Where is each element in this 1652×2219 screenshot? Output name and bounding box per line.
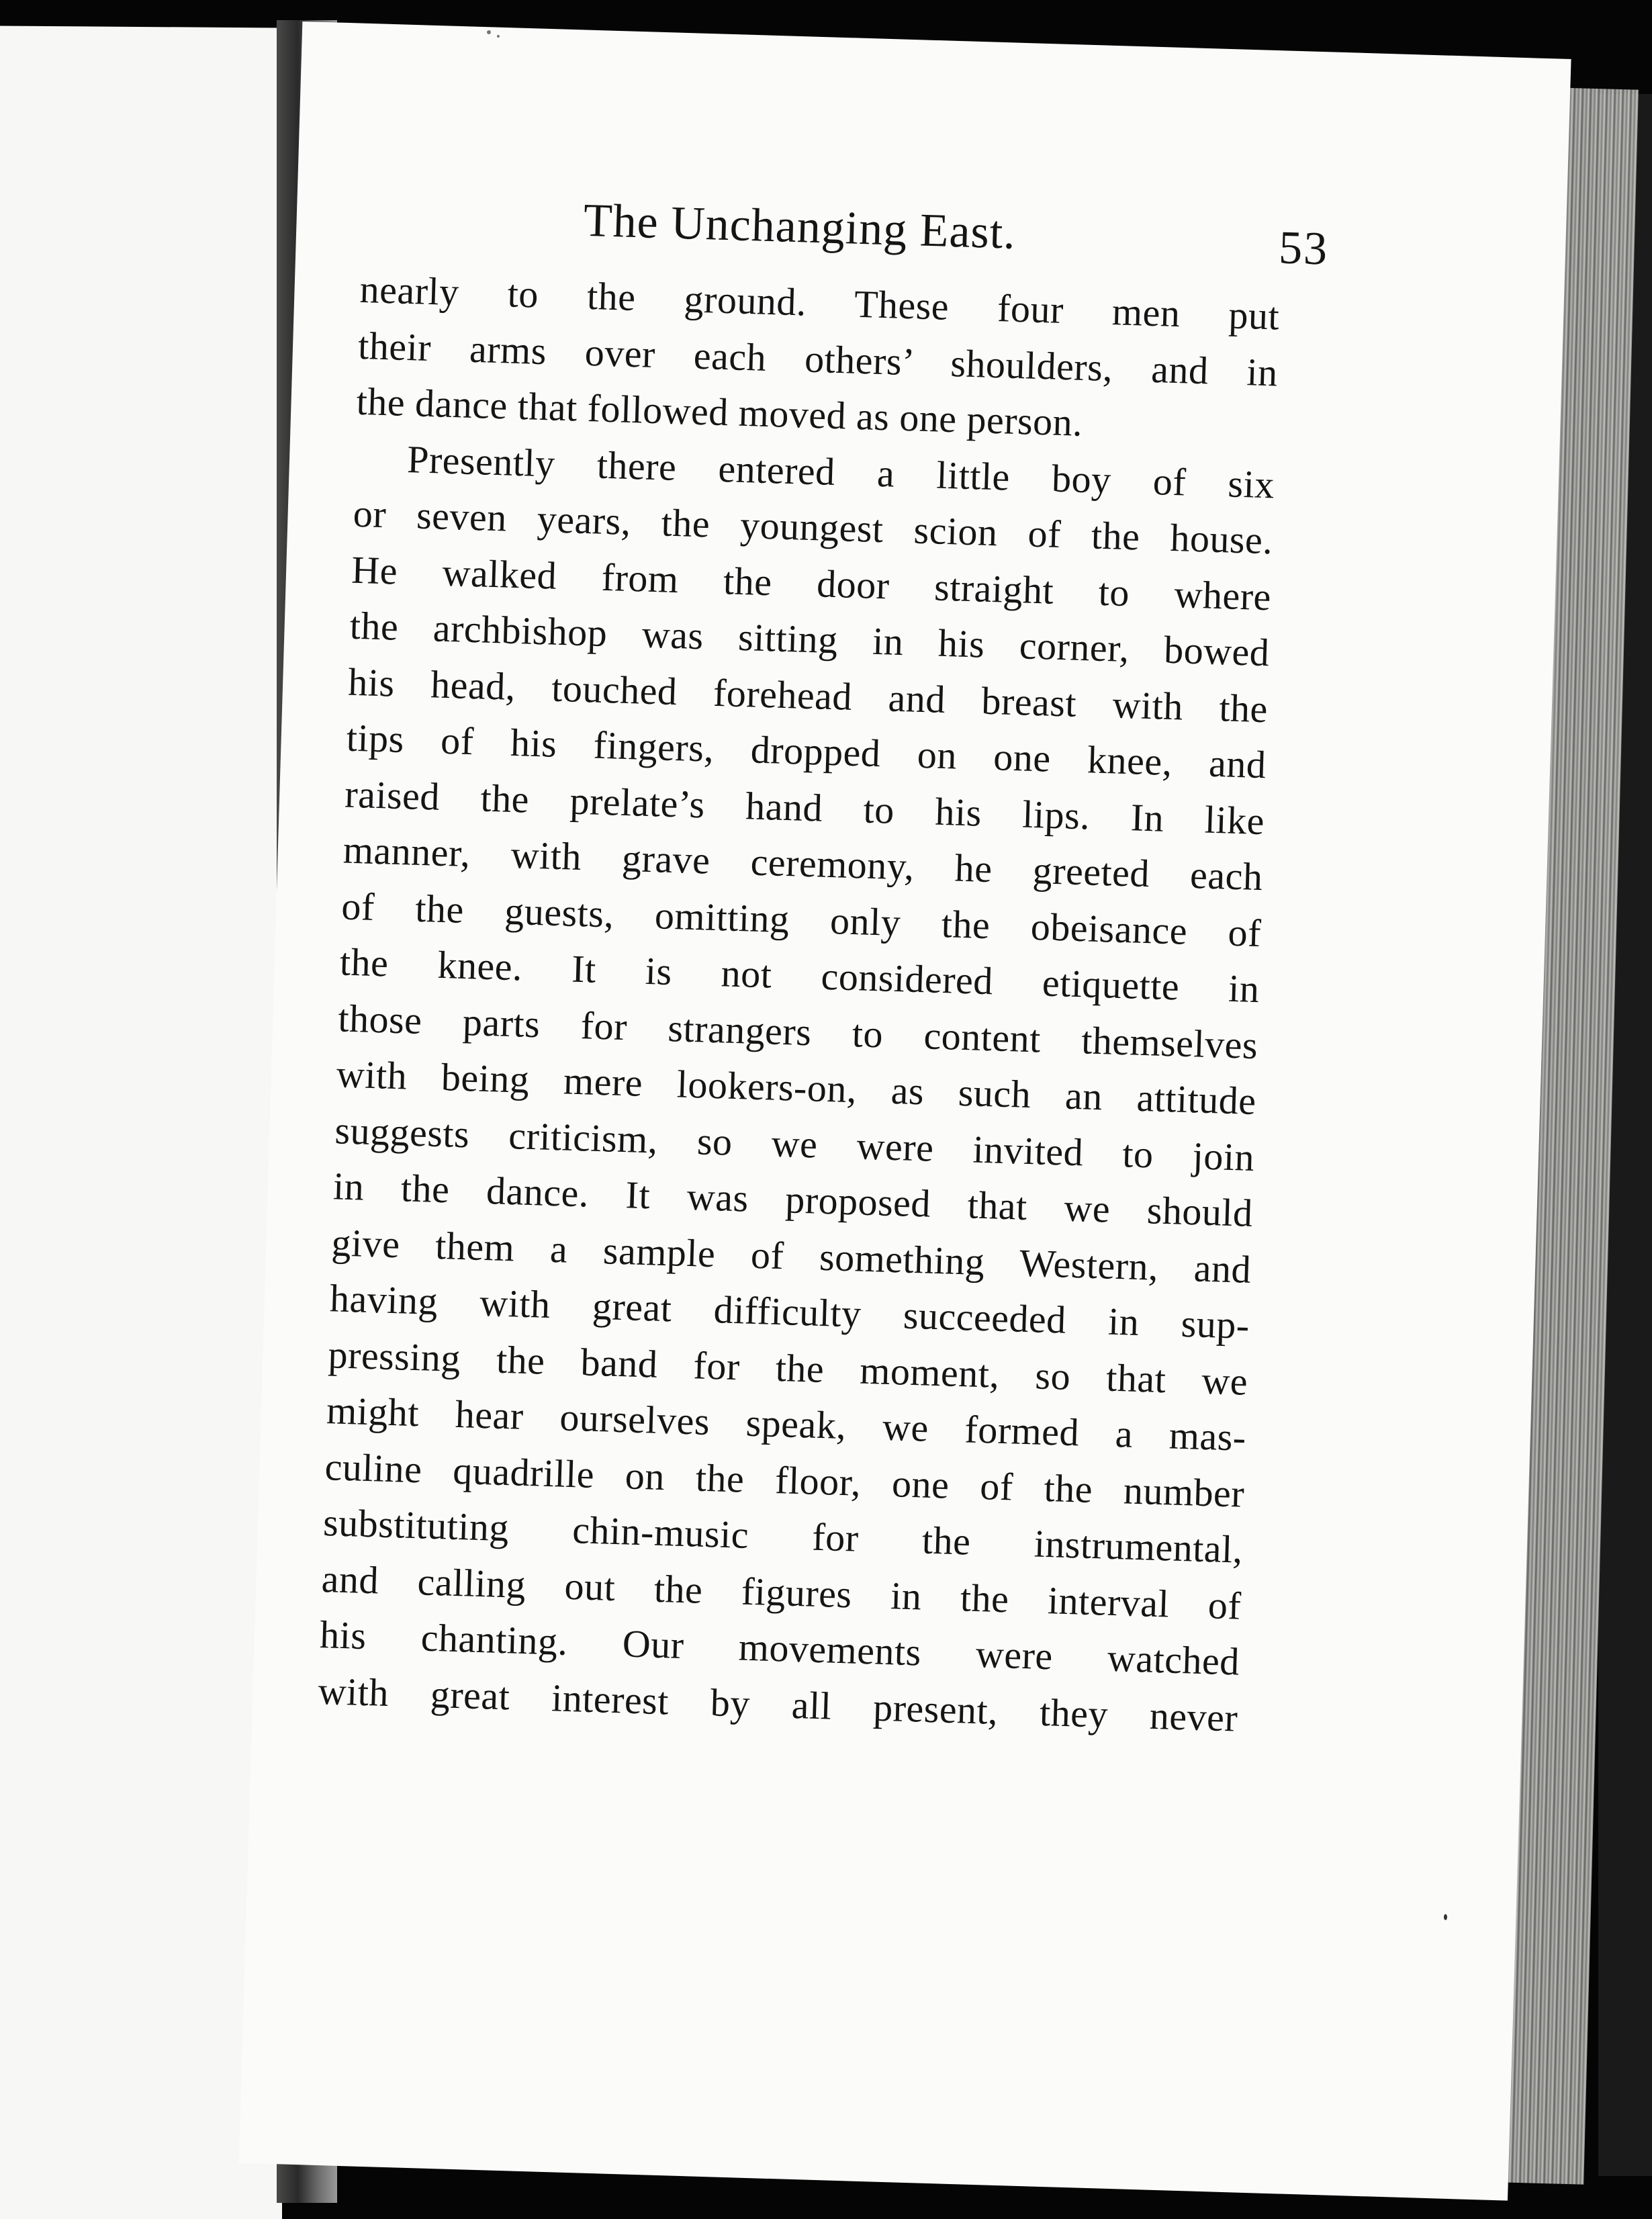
body-text <box>318 261 1314 1747</box>
text-line: give them a sample of something Western, and <box>330 1220 1252 1292</box>
text-line: Presently there entered a little boy of six <box>406 437 1275 506</box>
text-line: nearly to the ground. These four men put <box>359 267 1281 338</box>
text-line: with being mere lookers-on, as such an attitude <box>336 1052 1257 1123</box>
text-line: his head, touched forehead and breast with the <box>347 660 1269 731</box>
page-number: 53 <box>1278 222 1330 275</box>
text-line: suggests criticism, so we were invited to join <box>334 1107 1256 1179</box>
text-line: substituting chin-music for the instrumental, <box>322 1500 1244 1572</box>
text-line: culine quadrille on the floor, one of the number <box>324 1444 1246 1516</box>
scan-speck <box>497 35 500 38</box>
text-line: manner, with grave ceremony, he greeted each <box>342 827 1264 899</box>
text-line: having with great difficulty succeeded in sup- <box>329 1276 1250 1347</box>
running-head-title: The Unchanging East. <box>582 194 1017 259</box>
text-line: those parts for strangers to content themselves <box>337 995 1258 1067</box>
text-line: tips of his fingers, dropped on one knee, and <box>346 715 1267 787</box>
text-line: the archbishop was sitting in his corner, bowed <box>349 603 1271 675</box>
text-line: raised the prelate’s hand to his lips. In like <box>344 772 1265 843</box>
text-line: of the guests, omitting only the obeisance of <box>340 883 1262 955</box>
scan-speck <box>487 30 491 34</box>
text-line: pressing the band for the moment, so that we <box>327 1332 1249 1404</box>
facing-page-left <box>0 26 282 2219</box>
text-line: and calling out the figures in the interval of <box>320 1556 1242 1628</box>
text-line: in the dance. It was proposed that we should <box>332 1164 1254 1235</box>
text-line: might hear ourselves speak, we formed a mas- <box>326 1388 1247 1459</box>
text-line: their arms over each others’ shoulders, and in <box>357 323 1279 394</box>
text-line: his chanting. Our movements were watched <box>319 1613 1240 1684</box>
text-line: or seven years, the youngest scion of the house. <box>352 491 1274 563</box>
text-line: the knee. It is not considered etiquette in <box>339 940 1260 1011</box>
scan-speck <box>1444 1914 1447 1920</box>
text-line: with great interest by all present, they never <box>317 1668 1239 1740</box>
text-line: He walked from the door straight to where <box>351 547 1272 619</box>
page-text-block <box>317 187 1330 1747</box>
text-line: the dance that followed moved as one person. <box>355 379 1084 445</box>
